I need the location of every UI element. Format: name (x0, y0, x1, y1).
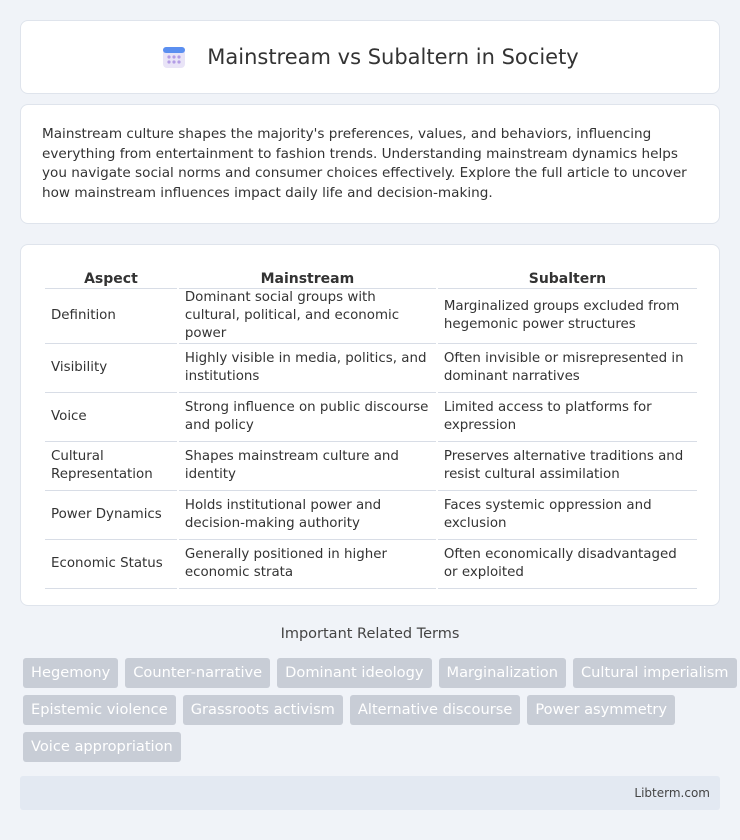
related-terms-title: Important Related Terms (280, 626, 460, 642)
cell-subaltern: Often economically disadvantaged or exploited (438, 540, 697, 589)
comparison-table (43, 265, 699, 589)
cell-aspect: Power Dynamics (45, 491, 177, 540)
table-row (45, 289, 697, 344)
cell-mainstream: Dominant social groups with cultural, political, and economic power (179, 289, 436, 344)
tag-row (23, 695, 723, 725)
footer (20, 776, 720, 810)
tag-row (23, 658, 729, 688)
cell-subaltern: Marginalized groups excluded from hegemonic power structures (438, 289, 697, 344)
related-terms-tags (23, 658, 729, 769)
cell-aspect: Cultural Representation (45, 442, 177, 491)
title-card (20, 20, 720, 94)
cell-aspect: Visibility (45, 344, 177, 393)
tag-epistemic-violence[interactable]: Epistemic violence (23, 695, 176, 725)
tag-voice-appropriation[interactable]: Voice appropriation (23, 732, 181, 762)
tag-cultural-imperialism[interactable]: Cultural imperialism (573, 658, 737, 688)
cell-subaltern: Limited access to platforms for expression (438, 393, 697, 442)
cell-aspect: Definition (45, 289, 177, 344)
table-row (45, 491, 697, 540)
tag-grassroots-activism[interactable]: Grassroots activism (183, 695, 343, 725)
table-row (45, 442, 697, 491)
cell-aspect: Economic Status (45, 540, 177, 589)
tag-power-asymmetry[interactable]: Power asymmetry (527, 695, 675, 725)
cell-mainstream: Generally positioned in higher economic strata (179, 540, 436, 589)
table-row (45, 540, 697, 589)
cell-aspect: Voice (45, 393, 177, 442)
tag-alternative-discourse[interactable]: Alternative discourse (350, 695, 520, 725)
tag-row (23, 732, 723, 762)
cell-subaltern: Preserves alternative traditions and resist cultural assimilation (438, 442, 697, 491)
cell-subaltern: Often invisible or misrepresented in dominant narratives (438, 344, 697, 393)
calendar-icon (161, 44, 187, 70)
table-row (45, 344, 697, 393)
cell-mainstream: Highly visible in media, politics, and institutions (179, 344, 436, 393)
cell-subaltern: Faces systemic oppression and exclusion (438, 491, 697, 540)
cell-mainstream: Strong influence on public discourse and policy (179, 393, 436, 442)
table-header-row (45, 265, 697, 289)
cell-mainstream: Holds institutional power and decision-making authority (179, 491, 436, 540)
comparison-card (20, 244, 720, 606)
tag-marginalization[interactable]: Marginalization (439, 658, 566, 688)
cell-mainstream: Shapes mainstream culture and identity (179, 442, 436, 491)
tag-counter-narrative[interactable]: Counter-narrative (125, 658, 270, 688)
header-aspect: Aspect (45, 265, 177, 289)
header-mainstream: Mainstream (179, 265, 436, 289)
intro-text: Mainstream culture shapes the majority's preferences, values, and behaviors, influencing everything from entertainment to fashion trends. Understanding mainstream dynamics helps you navigate social norms and consumer choices effectively. Explore the full article to uncover how mainstream influences impact daily life and decision-making. (42, 126, 687, 201)
intro-card (20, 104, 720, 224)
page-title: Mainstream vs Subaltern in Society (207, 45, 579, 69)
tag-hegemony[interactable]: Hegemony (23, 658, 118, 688)
header-subaltern: Subaltern (438, 265, 697, 289)
tag-dominant-ideology[interactable]: Dominant ideology (277, 658, 431, 688)
footer-site-link[interactable]: Libterm.com (634, 786, 710, 800)
table-row (45, 393, 697, 442)
